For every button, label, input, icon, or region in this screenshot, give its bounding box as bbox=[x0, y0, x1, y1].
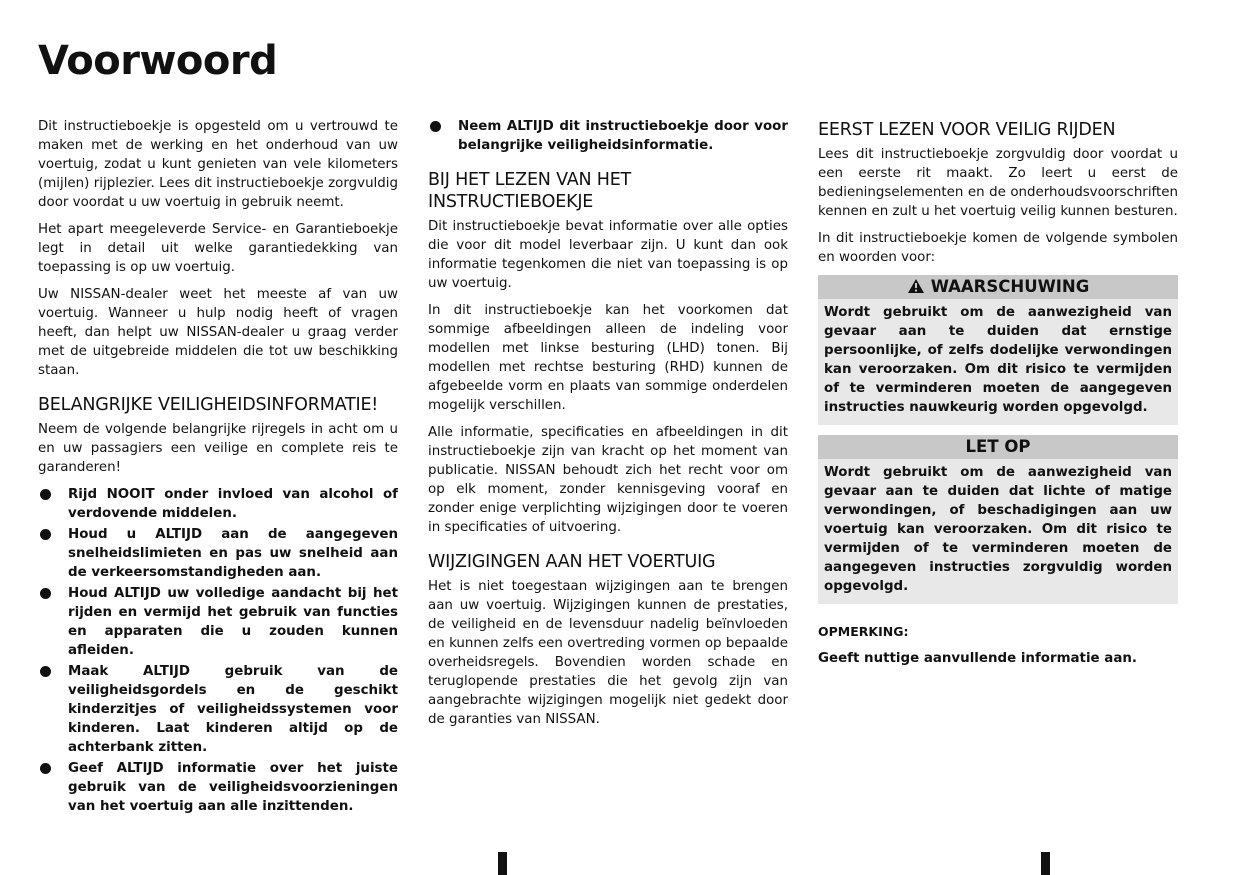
list-item-text: Geef ALTIJD informatie over het juiste gebruik van de veiligheidsvoorzieningen van het voertuig aan alle inzittenden. bbox=[68, 761, 398, 814]
list-item bbox=[38, 584, 398, 660]
list-item bbox=[38, 662, 398, 757]
bullet-icon bbox=[40, 489, 51, 500]
paragraph: Lees dit instructieboekje zorgvuldig door voordat u een eerste rit maakt. Zo leert u eerst de bedieningselementen en de onderhoudsvoorschriften kennen en zult u het voertuig veilig kunnen besturen. bbox=[818, 147, 1178, 219]
bullet-icon bbox=[430, 121, 441, 132]
caution-text: Wordt gebruikt om de aanwezigheid van gevaar aan te duiden dat lichte of matige verwondingen, of beschadigingen aan uw voertuig kan veroorzaken. Om dit risico te vermijden of te verminderen moeten de aangegeven instructies zorgvuldig worden opgevolgd. bbox=[824, 465, 1172, 594]
warning-text: Wordt gebruikt om de aanwezigheid van gevaar aan te duiden dat ernstige persoonlijke, of zelfs dodelijke verwondingen kan veroorzaken. Om dit risico te vermijden of te verminderen moeten de aangegeven instructies nauwkeurig worden opgevolgd. bbox=[824, 305, 1172, 415]
list-item bbox=[428, 117, 788, 155]
warning-title: WAARSCHUWING bbox=[930, 277, 1090, 296]
section-heading: BIJ HET LEZEN VAN HET INSTRUCTIEBOEKJE bbox=[428, 170, 632, 212]
section-heading: BELANGRIJKE VEILIGHEIDSINFORMATIE! bbox=[38, 395, 379, 415]
bullet-icon bbox=[40, 763, 51, 774]
caution-header: LET OP bbox=[818, 435, 1178, 459]
note-label: OPMERKING: bbox=[818, 624, 909, 639]
paragraph: Dit instructieboekje is opgesteld om u vertrouwd te maken met de werking en het onderhoud van uw voertuig, zodat u kunt genieten van vele kilometers (mijlen) rijplezier. Lees dit instructieboekje zorgvuldig door voordat u uw voertuig in gebruik neemt. bbox=[38, 119, 398, 210]
bullet-icon bbox=[40, 588, 51, 599]
list-item-text: Maak ALTIJD gebruik van de veiligheidsgordels en de geschikt kinderzitjes of veiligheidssystemen voor kinderen. Laat kinderen altijd op de achterbank zitten. bbox=[68, 664, 398, 755]
note-text: Geeft nuttige aanvullende informatie aan. bbox=[818, 651, 1137, 666]
list-item bbox=[38, 525, 398, 582]
safety-rules-list-continued bbox=[428, 117, 788, 155]
paragraph: In dit instructieboekje kan het voorkomen dat sommige afbeeldingen alleen de indeling voor modellen met linkse besturing (LHD) tonen. Bij modellen met rechtse besturing (RHD) kunnen de afgebeelde vorm en plaats van sommige onderdelen mogelijk verschillen. bbox=[428, 303, 788, 413]
warning-triangle-icon bbox=[907, 278, 925, 294]
column-middle bbox=[428, 117, 788, 737]
page-title: Voorwoord bbox=[38, 38, 278, 84]
list-item-text: Rijd NOOIT onder invloed van alcohol of verdovende middelen. bbox=[68, 487, 398, 521]
bullet-icon bbox=[40, 666, 51, 677]
column-right bbox=[818, 117, 1178, 668]
list-item bbox=[38, 485, 398, 523]
warning-header bbox=[818, 275, 1178, 299]
paragraph: Het apart meegeleverde Service- en Garantieboekje legt in detail uit welke garantiedekking van toepassing is op uw voertuig. bbox=[38, 222, 398, 275]
paragraph: Het is niet toegestaan wijzigingen aan te brengen aan uw voertuig. Wijzigingen kunnen de prestaties, de veiligheid en de levensduur nadelig beïnvloeden en kunnen zelfs een overtreding vormen op bepaalde overheidsregels. Bovendien worden schade en teruglopende prestaties die het gevolg zijn van aangebrachte wijzigingen mogelijk niet gedekt door de garanties van NISSAN. bbox=[428, 579, 788, 727]
list-item-text: Houd ALTIJD uw volledige aandacht bij het rijden en vermijd het gebruik van functies en apparaten die u zouden kunnen afleiden. bbox=[68, 586, 398, 658]
safety-rules-list bbox=[38, 485, 398, 816]
page-edge-marker bbox=[498, 852, 507, 875]
caution-box bbox=[818, 435, 1178, 604]
page-edge-marker bbox=[1041, 852, 1050, 875]
bullet-icon bbox=[40, 529, 51, 540]
warning-box bbox=[818, 275, 1178, 425]
section-heading: WIJZIGINGEN AAN HET VOERTUIG bbox=[428, 552, 716, 572]
section-heading: EERST LEZEN VOOR VEILIG RIJDEN bbox=[818, 120, 1116, 140]
list-item-text: Neem ALTIJD dit instructieboekje door voor belangrijke veiligheidsinformatie. bbox=[458, 119, 788, 153]
paragraph: Alle informatie, specificaties en afbeeldingen in dit instructieboekje zijn van kracht op het moment van publicatie. NISSAN behoudt zich het recht voor om op elk moment, zonder kennisgeving vooraf en zonder enige verplichting wijzigingen door te voeren in specificaties of uitvoering. bbox=[428, 425, 788, 535]
paragraph: In dit instructieboekje komen de volgende symbolen en woorden voor: bbox=[818, 231, 1178, 265]
list-item bbox=[38, 759, 398, 816]
paragraph: Neem de volgende belangrijke rijregels in acht om u en uw passagiers een veilige en complete reis te garanderen! bbox=[38, 422, 398, 475]
list-item-text: Houd u ALTIJD aan de aangegeven snelheidslimieten en pas uw snelheid aan de verkeersomstandigheden aan. bbox=[68, 527, 398, 580]
paragraph: Dit instructieboekje bevat informatie over alle opties die voor dit model leverbaar zijn. U kunt dan ook informatie tegenkomen die niet van toepassing is op uw voertuig. bbox=[428, 219, 788, 291]
column-left bbox=[38, 117, 398, 818]
paragraph: Uw NISSAN-dealer weet het meeste af van uw voertuig. Wanneer u hulp nodig heeft of vragen heeft, dan helpt uw NISSAN-dealer u graag verder met de uitgebreide middelen die tot uw beschikking staan. bbox=[38, 287, 398, 378]
